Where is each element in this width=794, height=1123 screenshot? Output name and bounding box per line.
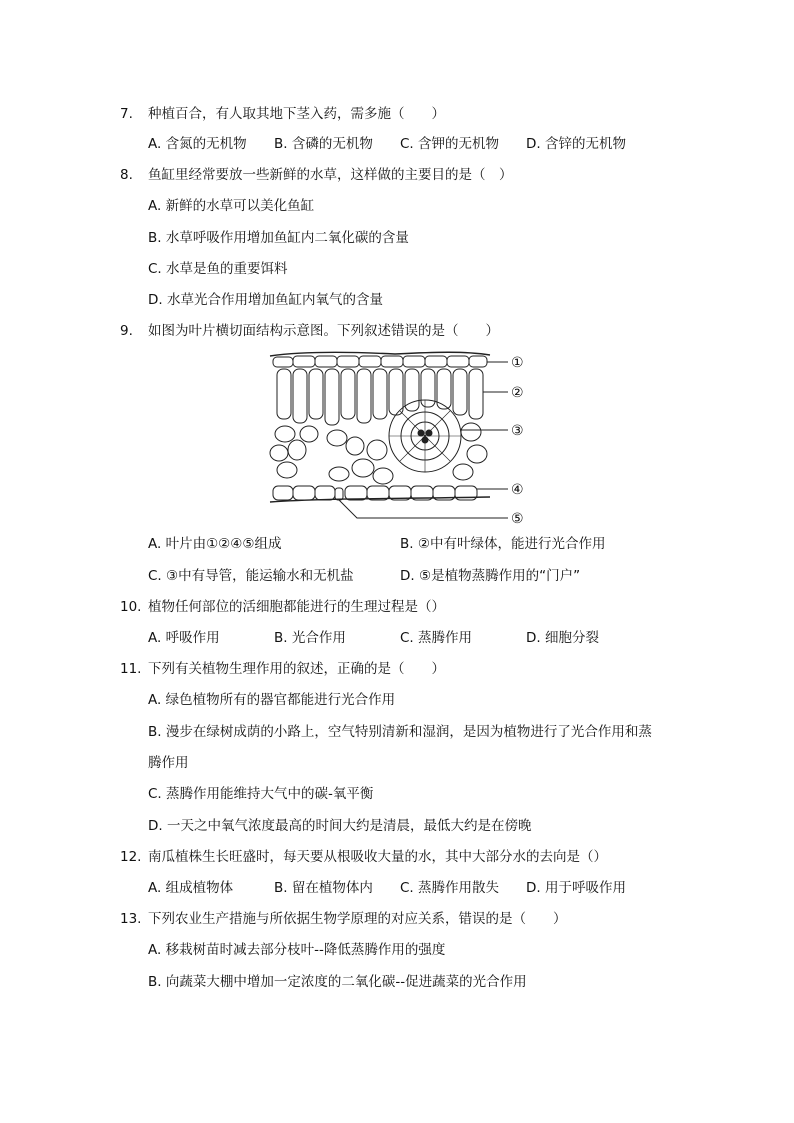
- figure-label-5: ⑤: [511, 511, 524, 527]
- question-10-option-c: C. 蒸腾作用: [400, 630, 473, 646]
- figure-label-4: ④: [511, 482, 524, 498]
- vessel: [426, 430, 432, 436]
- epidermis-cell: [273, 357, 293, 367]
- question-9-stem: 如图为叶片横切面结构示意图。下列叙述错误的是（ ）: [148, 323, 499, 339]
- question-13-option-b: B. 向蔬菜大棚中增加一定浓度的二氧化碳--促进蔬菜的光合作用: [148, 974, 527, 990]
- spongy-cell: [270, 445, 288, 461]
- epidermis-cell: [469, 356, 487, 367]
- epidermis-cell: [293, 356, 315, 367]
- lower-epidermis-cell: [293, 486, 315, 500]
- question-10-number: 10.: [120, 599, 142, 615]
- question-7-option-a: A. 含氮的无机物: [148, 136, 247, 152]
- question-11-option-d: D. 一天之中氧气浓度最高的时间大约是清晨，最低大约是在傍晚: [148, 818, 532, 834]
- question-11-option-b: B. 漫步在绿树成荫的小路上，空气特别清新和湿润，是因为植物进行了光合作用和蒸: [148, 724, 652, 740]
- question-9-option-a: A. 叶片由①②④⑤组成: [148, 536, 282, 552]
- question-7-stem: 种植百合，有人取其地下茎入药，需多施（ ）: [148, 106, 445, 122]
- question-13-stem: 下列农业生产措施与所依据生物学原理的对应关系，错误的是（ ）: [148, 911, 567, 927]
- question-12-option-c: C. 蒸腾作用散失: [400, 880, 500, 896]
- question-11-number: 11.: [120, 661, 142, 677]
- question-12-number: 12.: [120, 849, 142, 865]
- spongy-cell: [288, 440, 306, 460]
- spongy-cell: [467, 445, 487, 463]
- spongy-cell: [327, 430, 347, 446]
- palisade-cell: [277, 369, 291, 419]
- question-12-option-a: A. 组成植物体: [148, 880, 234, 896]
- upper-epidermis-edge: [270, 352, 490, 356]
- spongy-cell: [373, 468, 393, 484]
- question-8-stem: 鱼缸里经常要放一些新鲜的水草，这样做的主要目的是（ ）: [148, 167, 513, 183]
- question-11-option-c: C. 蒸腾作用能维持大气中的碳-氧平衡: [148, 786, 374, 802]
- question-8-option-d: D. 水草光合作用增加鱼缸内氧气的含量: [148, 292, 383, 308]
- palisade-cell: [453, 369, 467, 415]
- leaf-cross-section-diagram: [265, 350, 535, 528]
- epidermis-cell: [447, 356, 469, 367]
- spongy-cell: [300, 426, 318, 442]
- lower-epidermis-cell: [315, 486, 335, 500]
- question-7-number: 7.: [120, 106, 133, 122]
- question-11-stem: 下列有关植物生理作用的叙述，正确的是（ ）: [148, 661, 445, 677]
- question-11-option-b-continued: 腾作用: [148, 755, 189, 771]
- figure-label-2: ②: [511, 385, 524, 401]
- question-9-option-c: C. ③中有导管，能运输水和无机盐: [148, 568, 354, 584]
- question-7-option-d: D. 含锌的无机物: [526, 136, 626, 152]
- question-8-option-a: A. 新鲜的水草可以美化鱼缸: [148, 198, 315, 214]
- question-10-option-b: B. 光合作用: [274, 630, 346, 646]
- figure-label-3: ③: [511, 423, 524, 439]
- palisade-cell: [373, 369, 387, 419]
- question-10-option-a: A. 呼吸作用: [148, 630, 220, 646]
- question-12-stem: 南瓜植株生长旺盛时，每天要从根吸收大量的水，其中大部分水的去向是（）: [148, 849, 607, 865]
- palisade-cell: [309, 369, 323, 419]
- stoma: [335, 488, 343, 500]
- question-13-option-a: A. 移栽树苗时减去部分枝叶--降低蒸腾作用的强度: [148, 942, 446, 958]
- spongy-cell: [367, 440, 387, 460]
- epidermis-cell: [337, 356, 359, 367]
- palisade-cell: [389, 369, 403, 415]
- question-9-option-b: B. ②中有叶绿体，能进行光合作用: [400, 536, 606, 552]
- question-10-stem: 植物任何部位的活细胞都能进行的生理过程是（）: [148, 599, 445, 615]
- question-13-number: 13.: [120, 911, 142, 927]
- question-9-option-d: D. ⑤是植物蒸腾作用的“门户”: [400, 568, 581, 584]
- question-12-option-b: B. 留在植物体内: [274, 880, 373, 896]
- lower-epidermis-cell: [345, 486, 367, 500]
- spongy-cell: [352, 459, 374, 477]
- palisade-cell: [341, 369, 355, 419]
- palisade-cell: [469, 369, 483, 419]
- spongy-cell: [346, 437, 364, 455]
- question-12-option-d: D. 用于呼吸作用: [526, 880, 626, 896]
- spongy-cell: [275, 426, 295, 442]
- epidermis-cell: [315, 356, 337, 367]
- epidermis-cell: [425, 356, 447, 367]
- question-11-option-a: A. 绿色植物所有的器官都能进行光合作用: [148, 692, 396, 708]
- spongy-cell: [277, 462, 297, 478]
- figure-label-1: ①: [511, 355, 524, 371]
- vessel: [418, 430, 424, 436]
- question-8-number: 8.: [120, 167, 133, 183]
- epidermis-cell: [359, 356, 381, 367]
- epidermis-cell: [381, 356, 403, 367]
- question-7-option-b: B. 含磷的无机物: [274, 136, 373, 152]
- question-8-option-c: C. 水草是鱼的重要饵料: [148, 261, 288, 277]
- spongy-cell: [329, 467, 349, 481]
- question-7-option-c: C. 含钾的无机物: [400, 136, 500, 152]
- spongy-cell: [453, 464, 473, 480]
- question-10-option-d: D. 细胞分裂: [526, 630, 599, 646]
- question-8-option-b: B. 水草呼吸作用增加鱼缸内二氧化碳的含量: [148, 230, 409, 246]
- palisade-cell: [325, 369, 339, 425]
- palisade-cell: [357, 369, 371, 423]
- leader-line-5: [339, 500, 508, 518]
- lower-epidermis-cell: [273, 486, 293, 500]
- palisade-cell: [293, 369, 307, 423]
- question-9-number: 9.: [120, 323, 133, 339]
- epidermis-cell: [403, 356, 425, 367]
- spongy-cell: [461, 423, 481, 441]
